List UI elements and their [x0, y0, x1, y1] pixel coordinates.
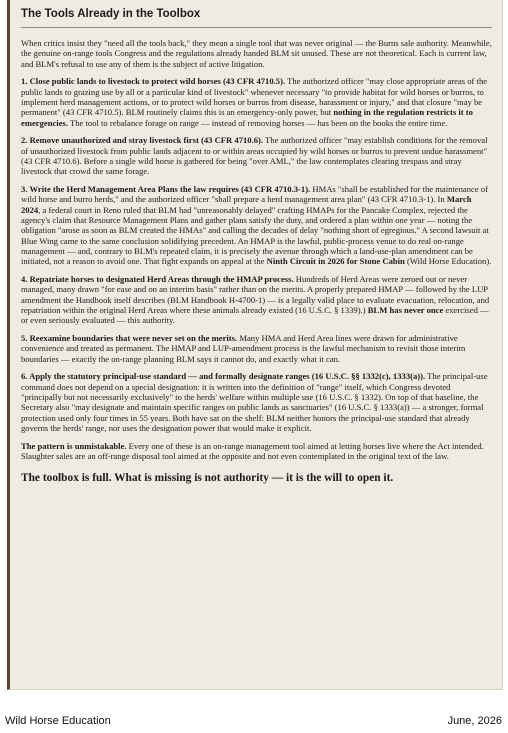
tool-heading: 2. Remove unauthorized and stray livestock first (43 CFR 4710.6).: [21, 135, 264, 146]
tool-item-5: 5. Reexamine boundaries that were never set on the merits. Many HMA and Herd Area lines were drawn for administrative convenience and treated as permanent. The HMAP and LUP-amendment process is the lawful mechanism to revisit those interim boundaries — exactly the on-range planning BLM says it cannot do, and exactly what it can.: [21, 332, 466, 364]
tool-item-4: 4. Repatriate horses to designated Herd Areas through the HMAP process. Hundreds of Herd Areas were zeroed out or never managed, many drawn "for ease and on an interim basis" rather than on the merits. A properly prepared HMAP — followed by the LUP amendment the Handbook itself describes (BLM Handbook H-4700-1) — is a legally valid place to evaluate evacuation, relocation, and repatriation within the original Herd Areas where these animals already existed (16 U.S.C. § 1339).) BLM has never once exercised — or even seriously evaluated — this authority.: [21, 273, 490, 326]
tool-item-3: 3. Write the Herd Management Area Plans the law requires (43 CFR 4710.3-1). HMAs "shall be established for the maintenance of wild horse and burro herds," and the authorized officer "shall prepare a herd management area plan" (43 CFR 4710.3-1). In March 2024, a federal court in Reno ruled that BLM had "unreasonably delayed" crafting HMAPs for the Pancake Complex, rejected the agency's claim that Resource Management Plans and gather plans satisfy the duty, and ordered a plan within one year — noting the obligation "arose as soon as BLM created the HMAs" and calling the decades of delay "nothing short of egregious." A second lawsuit at Blue Wing came to the same conclusion solidifying precedent. An HMAP is the lawful, public-process venue to do real on-range management — and, contrary to BLM's repeated claim, it is precisely the avenue through which a land-use-plan amendment can be initiated, not a reason to avoid one. That fight expands on appeal at the Ninth Circuit in 2026 for Stone Cabin (Wild Horse Education).: [21, 184, 492, 267]
intro-paragraph: When critics insist they "need all the tools back," they mean a single tool that was never original — the Burns sale authority. Meanwhile, the genuine on-range tools Congress and the regulations already handed BLM sit unused. These are not theoretical. Each is current law, and BLM's refusal to use any of them is the subject of active litigation.: [21, 38, 492, 69]
tool-heading: 5. Reexamine boundaries that were never set on the merits.: [21, 332, 238, 343]
tool-heading: 1. Close public lands to livestock to protect wild horses (43 CFR 4710.5).: [21, 76, 286, 87]
footer-date: June, 2026: [447, 715, 502, 727]
tool-heading: 3. Write the Herd Management Area Plans the law requires (43 CFR 4710.3-1).: [21, 184, 311, 195]
footer-source: Wild Horse Education: [5, 715, 111, 727]
closing-statement: The toolbox is full. What is missing is not authority — it is the will to open it.: [21, 472, 394, 485]
panel-title: The Tools Already in the Toolbox: [21, 8, 492, 28]
tool-heading: 4. Repatriate horses to designated Herd Areas through the HMAP process.: [21, 273, 294, 284]
toolbox-panel: [7, 0, 503, 690]
tool-item-1: 1. Close public lands to livestock to protect wild horses (43 CFR 4710.5). The authorized officer "may close appropriate areas of the public lands to grazing use by all or a particular kind of livestock" whenever necessary "to provide habitat for wild horses or burros, to implement herd management actions, or to protect wild horses or burros from disease, harassment or injury," and that closure "may be permanent" (43 CFR 4710.5). BLM routinely claims this is an emergency-only power, but nothing in the regulation restricts it to emergencies. The tool to rebalance forage on range — instead of removing horses — has been on the books the entire time.: [21, 76, 488, 128]
pattern-paragraph: The pattern is unmistakable. Every one of these is an on-range management tool aimed at letting horses live where the Act intended. Slaughter sales are an off-range disposal tool aimed at the opposite and not even contemplated in the original text of the law.: [21, 440, 484, 461]
tool-heading: 6. Apply the statutory principal-use standard — and formally designate ranges (16 U.S.C. §§ 1332(c), 1333(a)).: [21, 371, 426, 382]
tool-item-6: 6. Apply the statutory principal-use standard — and formally designate ranges (16 U.S.C. §§ 1332(c), 1333(a)). The principal-use command does not depend on a special designation: it is written into the definition of "range" itself, which Congress devoted "principally but not necessarily exclusively" to the herds' welfare within multiple use (16 U.S.C. § 1332). On top of that baseline, the Secretary also "may designate and maintain specific ranges on public lands as sanctuaries" (16 U.S.C. § 1333(a)) — a stronger, formal protection used only four times in 55 years. Both have sat on the shelf: BLM neither honors the principal-use standard that already governs the herds' range, nor uses the designation power that would make it explicit.: [21, 371, 488, 433]
page-footer: [5, 713, 502, 729]
tool-item-2: 2. Remove unauthorized and stray livestock first (43 CFR 4710.6). The authorized officer "may establish conditions for the removal of unauthorized livestock from public lands adjacent to or within areas occupied by wild horses or burros to prevent undue harassment" (43 CFR 4710.6). Before a single wild horse is gathered for being "over AML," the law contemplates clearing trespass and stray livestock that crowd the same forage.: [21, 135, 488, 177]
